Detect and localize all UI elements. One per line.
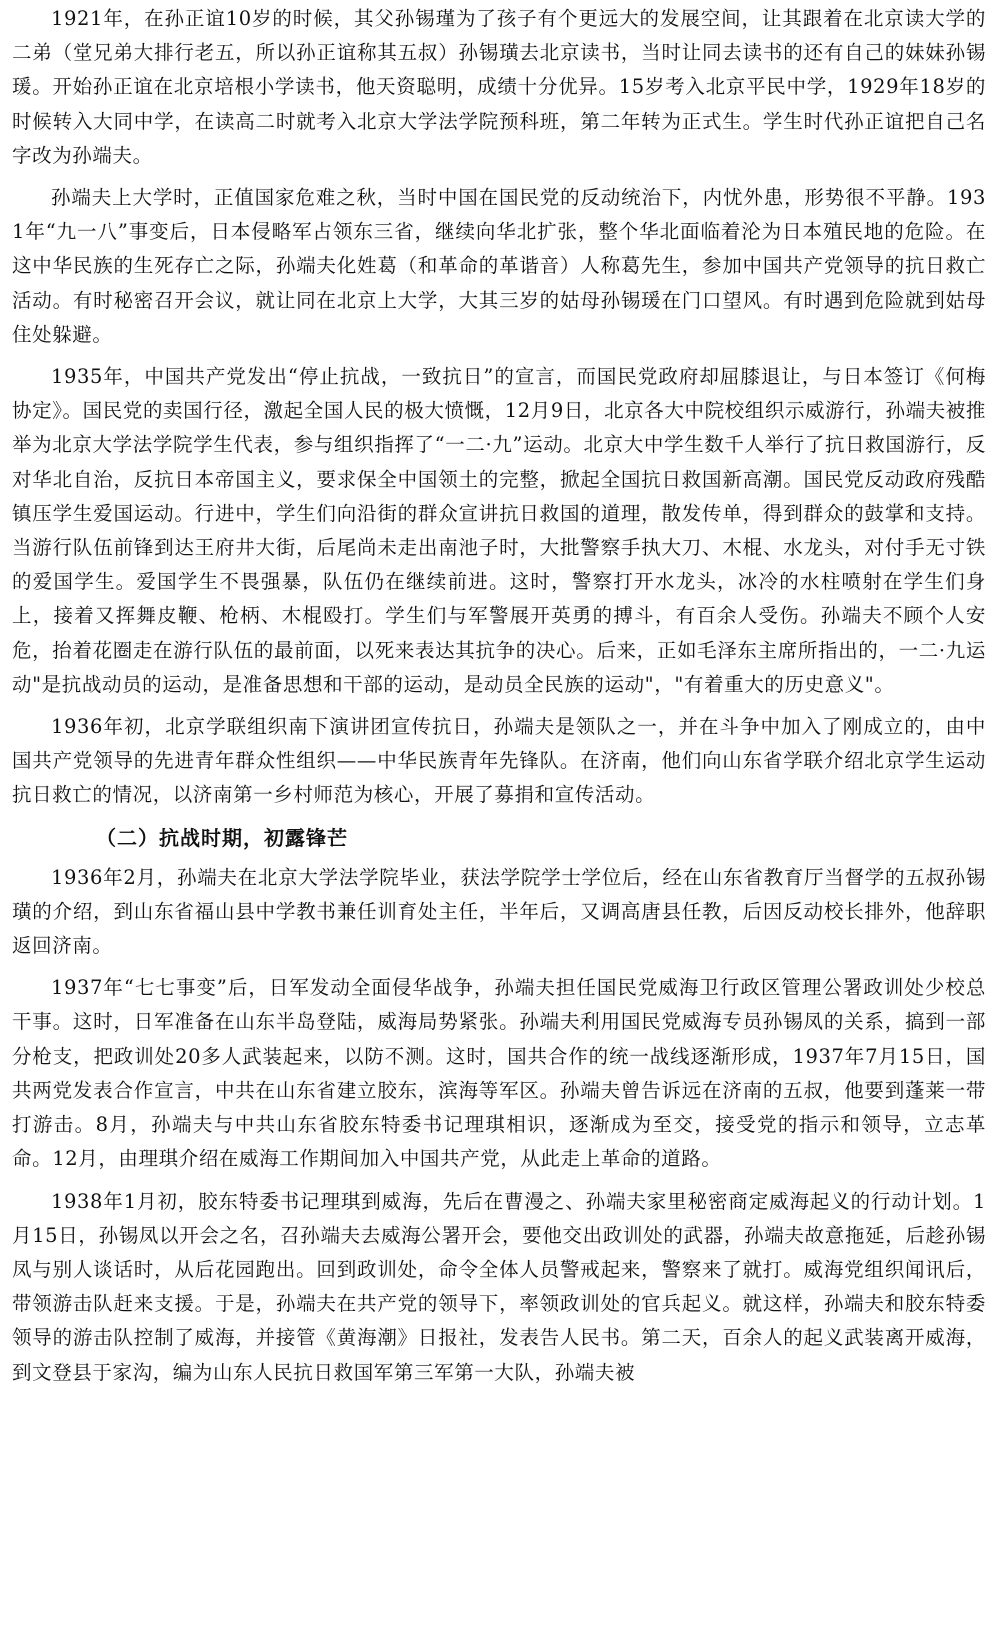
paragraph-1938: 1938年1月初，胶东特委书记理琪到威海，先后在曹漫之、孙端夫家里秘密商定威海起义的行动计划。1月15日，孙锡凤以开会之名，召孙端夫去威海公署开会，要他交出政训处的武器，孙端夫故意拖延，后趁孙锡凤与别人谈话时，从后花园跑出。回到政训处，命令全体人员警戒起来，警察来了就打。威海党组织闻讯后，带领游击队赶来支援。于是，孙端夫在共产党的领导下，率领政训处的官兵起义。就这样，孙端夫和胶东特委领导的游击队控制了威海，并接管《黄海潮》日报社，发表告人民书。第二天，百余人的起义武装离开威海，到文登县于家沟，编为山东人民抗日救国军第三军第一大队，孙端夫被 <box>12 1189 986 1384</box>
paragraph-1937: 1937年“七七事变”后，日军发动全面侵华战争，孙端夫担任国民党威海卫行政区管理公署政训处少校总干事。这时，日军准备在山东半岛登陆，威海局势紧张。孙端夫利用国民党威海专员孙锡凤的关系，搞到一部分枪支，把政训处20多人武装起来，以防不测。这时，国共合作的统一战线逐渐形成，1937年7月15日，国共两党发表合作宣言，中共在山东省建立胶东，滨海等军区。孙端夫曾告诉远在济南的五叔，他要到蓬莱一带打游击。8月，孙端夫与中共山东省胶东特委书记理琪相识，逐渐成为至交，接受党的指示和领导，立志革命。12月，由理琪介绍在威海工作期间加入中国共产党，从此走上革命的道路。 <box>12 976 986 1171</box>
paragraph-1935: 1935年，中国共产党发出“停止抗战，一致抗日”的宣言，而国民党政府却屈膝退让，与日本签订《何梅协定》。国民党的卖国行径，激起全国人民的极大愤慨，12月9日，北京各大中院校组织示威游行，孙端夫被推举为北京大学法学院学生代表，参与组织指挥了“一二·九”运动。北京大中学生数千人举行了抗日救国游行，反对华北自治，反抗日本帝国主义，要求保全中国领土的完整，掀起全国抗日救国新高潮。国民党反动政府残酷镇压学生爱国运动。行进中，学生们向沿街的群众宣讲抗日救国的道理，散发传单，得到群众的鼓掌和支持。当游行队伍前锋到达王府井大街，后尾尚未走出南池子时，大批警察手执大刀、木棍、水龙头，对付手无寸铁的爱国学生。爱国学生不畏强暴，队伍仍在继续前进。这时，警察打开水龙头，冰冷的水柱喷射在学生们身上，接着又挥舞皮鞭、枪柄、木棍殴打。学生们与军警展开英勇的搏斗，有百余人受伤。孙端夫不顾个人安危，抬着花圈走在游行队伍的最前面，以死来表达其抗争的决心。后来，正如毛泽东主席所指出的，一二·九运动"是抗战动员的运动，是准备思想和干部的运动，是动员全民族的运动"，"有着重大的历史意义"。 <box>12 365 986 696</box>
paragraph-1921: 1921年，在孙正谊10岁的时候，其父孙锡瑾为了孩子有个更远大的发展空间，让其跟着在北京读大学的二弟（堂兄弟大排行老五，所以孙正谊称其五叔）孙锡璜去北京读书，当时让同去读书的还有自己的妹妹孙锡瑗。开始孙正谊在北京培根小学读书，他天资聪明，成绩十分优异。15岁考入北京平民中学，1929年18岁的时候转入大同中学，在读高二时就考入北京大学法学院预科班，第二年转为正式生。学生时代孙正谊把自己名字改为孙端夫。 <box>12 7 986 167</box>
paragraph-1936-early: 1936年初，北京学联组织南下演讲团宣传抗日，孙端夫是领队之一，并在斗争中加入了刚成立的，由中国共产党领导的先进青年群众性组织——中华民族青年先锋队。在济南，他们向山东省学联介绍北京学生运动抗日救亡的情况，以济南第一乡村师范为核心，开展了募捐和宣传活动。 <box>12 715 986 807</box>
section-heading: （二）抗战时期，初露锋芒 <box>96 825 348 850</box>
paragraph-university: 孙端夫上大学时，正值国家危难之秋，当时中国在国民党的反动统治下，内忧外患，形势很不平静。1931年“九一八”事变后，日本侵略军占领东三省，继续向华北扩张，整个华北面临着沦为日本殖民地的危险。在这中华民族的生死存亡之际，孙端夫化姓葛（和革命的革谐音）人称葛先生，参加中国共产党领导的抗日救亡活动。有时秘密召开会议，就让同在北京上大学，大其三岁的姑母孙锡瑗在门口望风。有时遇到危险就到姑母住处躲避。 <box>12 186 986 346</box>
paragraph-1936-feb: 1936年2月，孙端夫在北京大学法学院毕业，获法学院学士学位后，经在山东省教育厅当督学的五叔孙锡璜的介绍，到山东省福山县中学教书兼任训育处主任，半年后，又调高唐县任教，后因反动校长排外，他辞职返回济南。 <box>12 865 986 958</box>
